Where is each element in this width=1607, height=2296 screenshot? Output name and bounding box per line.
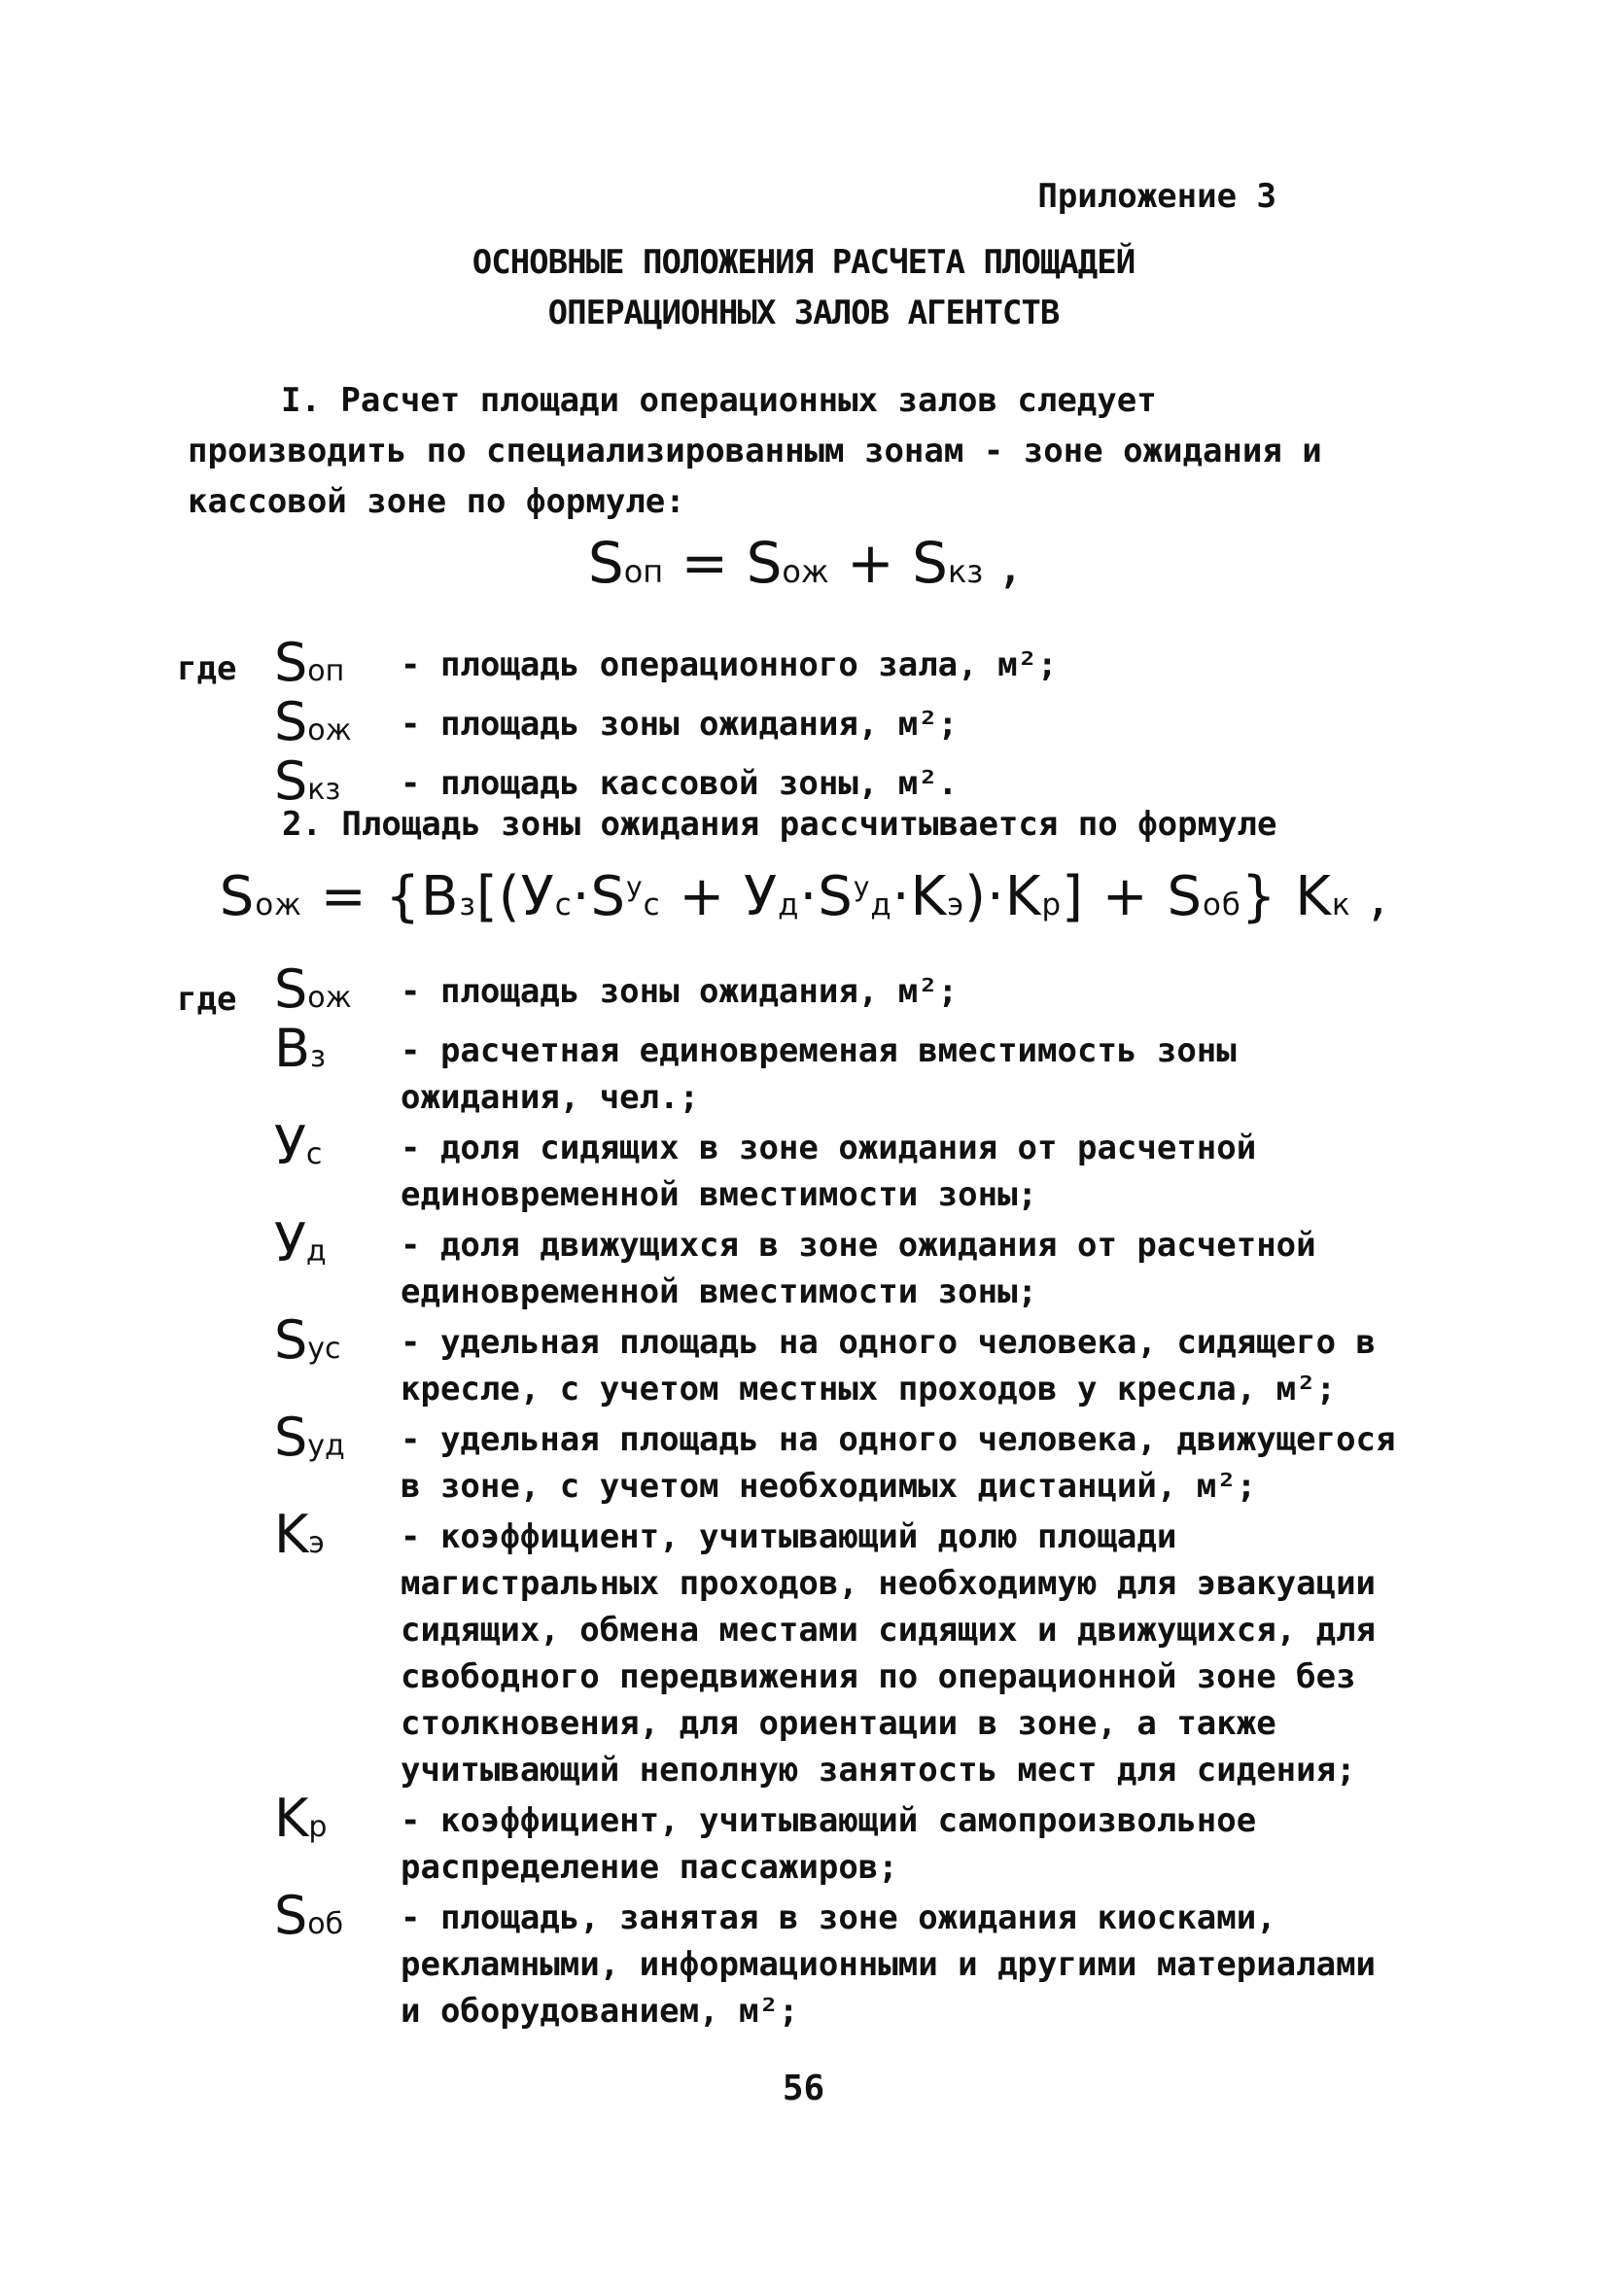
- definition-item: Уд - доля движущихся в зоне ожидания от расчетной единовременной вместимости зоны;: [274, 1212, 1316, 1311]
- definition-item: Sус - удельная площадь на одного человека, сидящего в кресле, с учетом местных проходов у кресла, м²;: [274, 1309, 1377, 1409]
- definition-item: Sуд - удельная площадь на одного человека, движущегося в зоне, с учетом необходимых дистанций, м²;: [274, 1407, 1396, 1506]
- definition-item: Kэ - коэффициент, учитывающий долю площади магистральных проходов, необходимую для эвакуации сидящих, обмена местами сидящих и движущихся, для свободного передвижения по операционной зоне без столкновения, для ориентации в зоне, а также учитывающий неполную занятость мест для сидения;: [274, 1504, 1377, 1790]
- definition-item: Kр - коэффициент, учитывающий самопроизвольное распределение пассажиров;: [274, 1788, 1257, 1887]
- section-1-text: I. Расчет площади операционных залов следует производить по специализированным зонам - зоне ожидания и кассовой зоне по формуле:: [188, 381, 1322, 521]
- definition-item: Sож - площадь зоны ожидания, м²;: [274, 691, 959, 752]
- formula-waiting-area: Sож = $\{Bз[(Ус\cdot S^ус + Уд\cdot S^уд\cdot Kэ)\cdot Kр] + Sоб\}$ Kк ,: [219, 865, 1388, 928]
- definition-item: Sоп - площадь операционного зала, м²;: [274, 632, 1058, 693]
- where-label-1: где: [177, 649, 237, 688]
- where-label-2: где: [177, 980, 237, 1019]
- section-2-text: 2. Площадь зоны ожидания рассчитывается по формуле: [282, 805, 1277, 844]
- definition-item: Sкз - площадь кассовой зоны, м².: [274, 750, 959, 812]
- page-number: 56: [782, 2069, 825, 2108]
- definitions-list-1: [274, 632, 1402, 816]
- title-line-2: ОПЕРАЦИОННЫХ ЗАЛОВ АГЕНТСТВ: [547, 294, 1060, 332]
- definition-item: Sож - площадь зоны ожидания, м²;: [274, 958, 959, 1020]
- definition-item: Sоб - площадь, занятая в зоне ожидания киосками, рекламными, информационными и другими материалами и оборудованием, м²;: [274, 1885, 1377, 2031]
- definition-item: Ус - доля сидящих в зоне ожидания от расчетной единовременной вместимости зоны;: [274, 1115, 1257, 1214]
- appendix-label: Приложение 3: [1037, 177, 1276, 216]
- definition-item: Bз - расчетная единовременая вместимость зоны ожидания, чел.;: [274, 1018, 1237, 1117]
- title-line-1: ОСНОВНЫЕ ПОЛОЖЕНИЯ РАСЧЕТА ПЛОЩАДЕЙ: [472, 243, 1135, 282]
- formula-total-area: Sоп = Sож + Sкз ,: [587, 530, 1020, 596]
- definitions-list-2: [274, 958, 1402, 2035]
